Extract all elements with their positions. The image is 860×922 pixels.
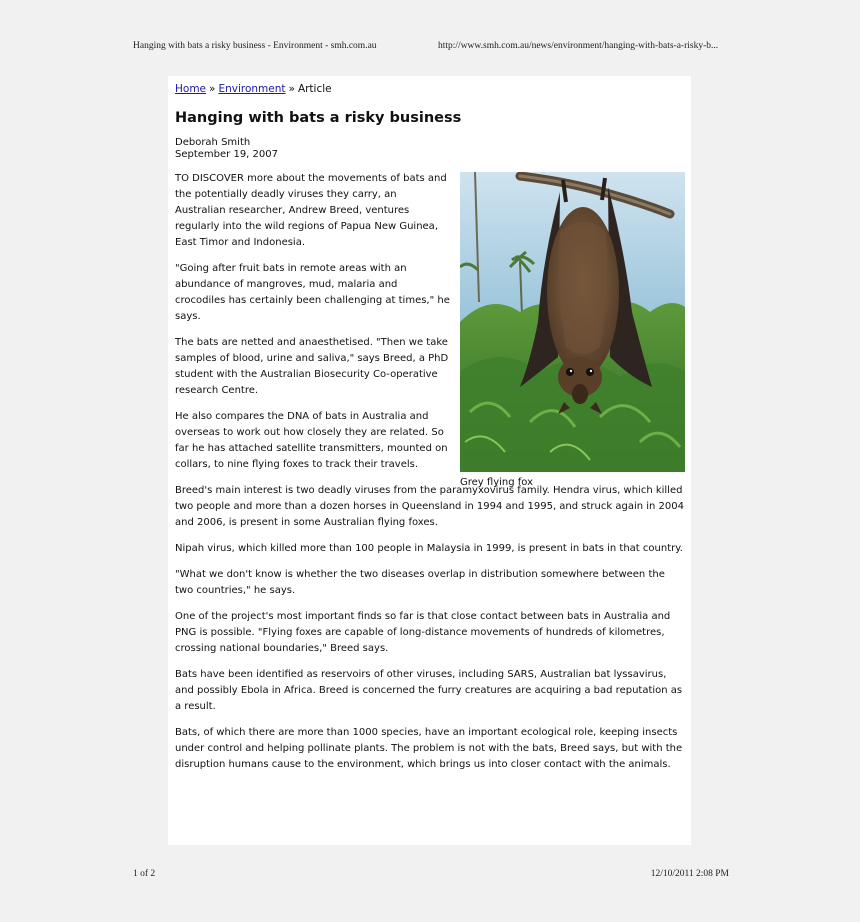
article-paragraph: "What we don't know is whether the two diseases overlap in distribution somewhere between the two countries," he says.	[175, 569, 665, 596]
print-page-title: Hanging with bats a risky business - Environment - smh.com.au	[133, 41, 377, 51]
article-paragraph: Nipah virus, which killed more than 100 people in Malaysia in 1999, is present in bats in that country.	[175, 543, 683, 554]
flying-fox-photo	[460, 172, 685, 472]
article-sheet	[168, 76, 691, 845]
article-paragraph: TO DISCOVER more about the movements of bats and the potentially deadly viruses they carry, an Australian researcher, Andrew Breed, ventures regularly into the wild regions of Papua New Guinea, East Timor and Indonesia.	[175, 173, 447, 248]
print-footer	[133, 869, 729, 883]
print-header	[133, 41, 729, 55]
breadcrumb	[175, 82, 685, 97]
breadcrumb-current: Article	[297, 83, 332, 95]
article-body-full	[175, 483, 685, 773]
print-page-url: http://www.smh.com.au/news/environment/hanging-with-bats-a-risky-b...	[438, 41, 719, 51]
article-headline: Hanging with bats a risky business	[175, 110, 462, 126]
breadcrumb-home-link[interactable]: Home	[175, 83, 207, 95]
article-date: September 19, 2007	[175, 149, 278, 160]
article-paragraph: He also compares the DNA of bats in Australia and overseas to work out how closely they are related. So far he has attached satellite transmitters, mounted on collars, to nine flying foxes to track their travels.	[175, 411, 448, 470]
breadcrumb-separator: »	[288, 83, 295, 95]
article-paragraph: Breed's main interest is two deadly viruses from the paramyxovirus family. Hendra virus, which killed two people and more than a dozen horses in Queensland in 1994 and 1995, and struck again in 2004 and 2006, is present in some Australian flying foxes.	[175, 485, 684, 528]
article-paragraph: "Going after fruit bats in remote areas with an abundance of mangroves, mud, malaria and crocodiles has certainly been challenging at times," he says.	[175, 263, 450, 322]
breadcrumb-environment-link[interactable]: Environment	[218, 83, 286, 95]
article-content	[175, 82, 685, 783]
article-author: Deborah Smith	[175, 137, 251, 148]
article-figure	[460, 172, 685, 489]
byline	[175, 137, 685, 161]
article-paragraph: One of the project's most important finds so far is that close contact between bats in Australia and PNG is possible. "Flying foxes are capable of long-distance movements of hundreds of kilometres, crossing national boundaries," Breed says.	[175, 611, 671, 654]
article-paragraph: Bats, of which there are more than 1000 species, have an important ecological role, keeping insects under control and helping pollinate plants. The problem is not with the bats, Breed says, but with the disruption humans cause to the environment, which brings us into closer contact with the animals.	[175, 727, 683, 770]
figure-caption: Grey flying fox	[460, 477, 533, 488]
article-paragraph: The bats are netted and anaesthetised. "Then we take samples of blood, urine and saliva," says Breed, a PhD student with the Australian Biosecurity Co-operative research Centre.	[175, 337, 449, 396]
print-page-number: 1 of 2	[133, 869, 156, 879]
article-paragraph: Bats have been identified as reservoirs of other viruses, including SARS, Australian bat lyssavirus, and possibly Ebola in Africa. Breed is concerned the furry creatures are acquiring a bad reputation as a result.	[175, 669, 683, 712]
breadcrumb-separator: »	[209, 83, 216, 95]
print-timestamp: 12/10/2011 2:08 PM	[650, 869, 729, 879]
